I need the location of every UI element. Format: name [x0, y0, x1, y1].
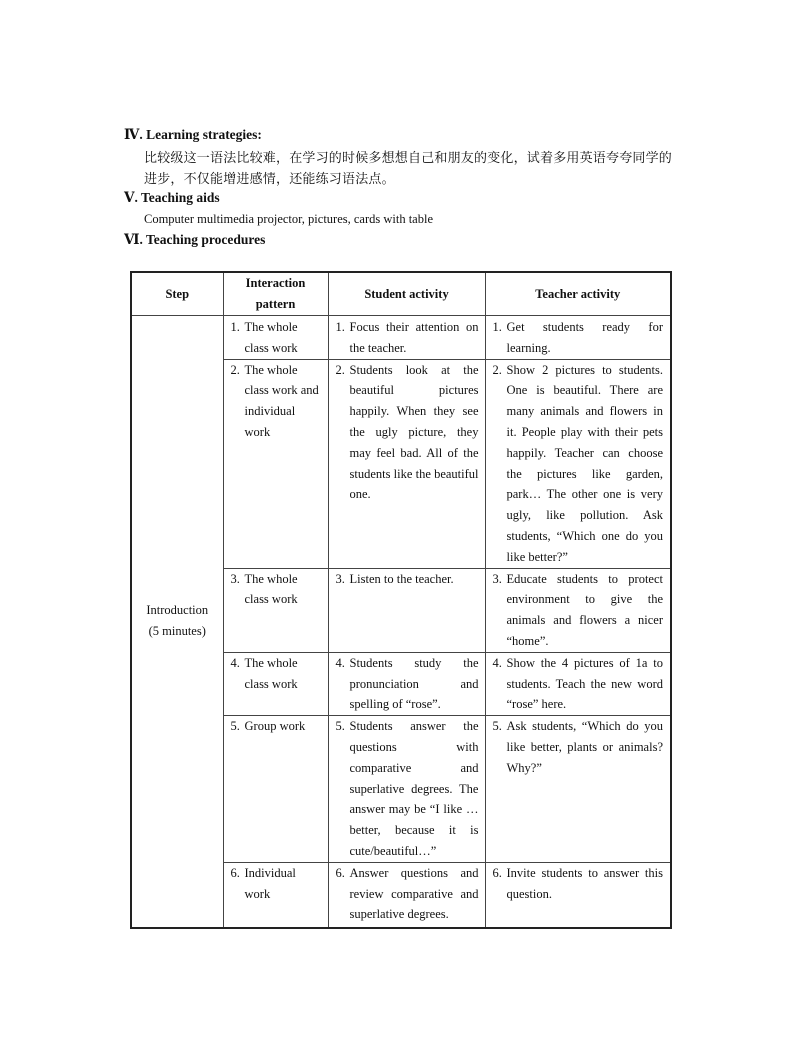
student-activity-cell: [328, 652, 485, 715]
student-activity-text: Students answer the questions with comparative and superlative degrees. The answer may be “I like … better, because it is cute/beautiful…”: [349, 719, 479, 858]
section-heading-learning-strategies: Ⅳ. Learning strategies:: [124, 127, 262, 142]
interaction-cell: [223, 568, 328, 652]
item-number: 1.: [492, 320, 502, 334]
step-cell-introduction: [131, 316, 223, 928]
header-step: Step: [131, 272, 223, 316]
header-teacher-activity: Teacher activity: [485, 272, 671, 316]
interaction-cell: [223, 316, 328, 360]
teaching-aids-text: Computer multimedia projector, pictures, cards with table: [144, 212, 434, 226]
learning-strategies-text: 比较级这一语法比较难，在学习的时候多想想自己和朋友的变化，试着多用英语夸夸同学的进步，不仅能增进感情，还能练习语法点。: [144, 151, 673, 187]
section-heading-teaching-aids: Ⅴ. Teaching aids: [124, 190, 220, 205]
header-interaction-pattern: Interaction pattern: [223, 272, 328, 316]
interaction-text: The whole class work: [244, 655, 298, 691]
interaction-text: The whole class work: [244, 571, 298, 607]
student-activity-text: Answer questions and review comparative and superlative degrees.: [349, 865, 479, 922]
teacher-activity-text: Ask students, “Which do you like better, plants or animals? Why?”: [506, 719, 663, 775]
student-activity-cell: [328, 359, 485, 568]
teacher-activity-text: Educate students to protect environment to give the animals and flowers a nicer “home”.: [506, 571, 663, 648]
interaction-cell: [223, 716, 328, 863]
interaction-text: The whole class work: [244, 320, 298, 355]
teacher-activity-cell: [485, 316, 671, 360]
item-number: 4.: [230, 655, 240, 670]
item-number: 4.: [335, 655, 345, 670]
teacher-activity-cell: [485, 568, 671, 652]
student-activity-text: Focus their attention on the teacher.: [349, 320, 479, 355]
teacher-activity-cell: [485, 716, 671, 863]
teacher-activity-cell: [485, 359, 671, 568]
interaction-text: Group work: [244, 719, 306, 734]
header-student-activity: Student activity: [328, 272, 485, 316]
teacher-activity-text: Invite students to answer this question.: [506, 865, 663, 901]
section-heading-teaching-procedures: Ⅵ. Teaching procedures: [124, 232, 266, 247]
teaching-procedures-table: [130, 271, 672, 929]
student-activity-text: Listen to the teacher.: [349, 571, 454, 586]
item-number: 3.: [230, 571, 240, 586]
item-number: 1.: [335, 320, 345, 334]
item-number: 3.: [492, 571, 502, 586]
item-number: 5.: [335, 719, 345, 734]
procedures-table-container: [130, 271, 670, 929]
student-activity-cell: [328, 716, 485, 863]
interaction-cell: [223, 359, 328, 568]
item-number: 2.: [492, 362, 502, 377]
item-number: 6.: [492, 865, 502, 880]
item-number: 4.: [492, 655, 502, 670]
student-activity-cell: [328, 862, 485, 928]
item-number: 6.: [230, 865, 240, 880]
item-number: 2.: [230, 362, 240, 377]
student-activity-text: Students study the pronunciation and spelling of “rose”.: [349, 655, 479, 712]
teacher-activity-cell: [485, 652, 671, 715]
item-number: 6.: [335, 865, 345, 880]
table-header-row: [131, 272, 671, 316]
teacher-activity-cell: [485, 862, 671, 928]
interaction-text: The whole class work and individual work: [244, 362, 319, 439]
interaction-text: Individual work: [244, 865, 296, 901]
table-row: [131, 316, 671, 360]
item-number: 2.: [335, 362, 345, 377]
item-number: 5.: [230, 719, 240, 734]
teacher-activity-text: Get students ready for learning.: [506, 320, 663, 355]
student-activity-cell: [328, 316, 485, 360]
item-number: 3.: [335, 571, 345, 586]
teacher-activity-text: Show the 4 pictures of 1a to students. Teach the new word “rose” here.: [506, 655, 663, 712]
student-activity-text: Students look at the beautiful pictures happily. When they see the ugly picture, they may feel bad. All of the students like the beautiful one.: [349, 362, 479, 502]
step-label: Introduction (5 minutes): [146, 603, 209, 639]
interaction-cell: [223, 862, 328, 928]
item-number: 1.: [230, 320, 240, 334]
interaction-cell: [223, 652, 328, 715]
item-number: 5.: [492, 719, 502, 734]
teacher-activity-text: Show 2 pictures to students. One is beautiful. There are many animals and flowers in it. People play with their pets happily. Teacher can choose the pictures like garden, park… The other one is very ugly, like pollution. Ask students, “Which one do you like better?”: [506, 362, 663, 564]
student-activity-cell: [328, 568, 485, 652]
